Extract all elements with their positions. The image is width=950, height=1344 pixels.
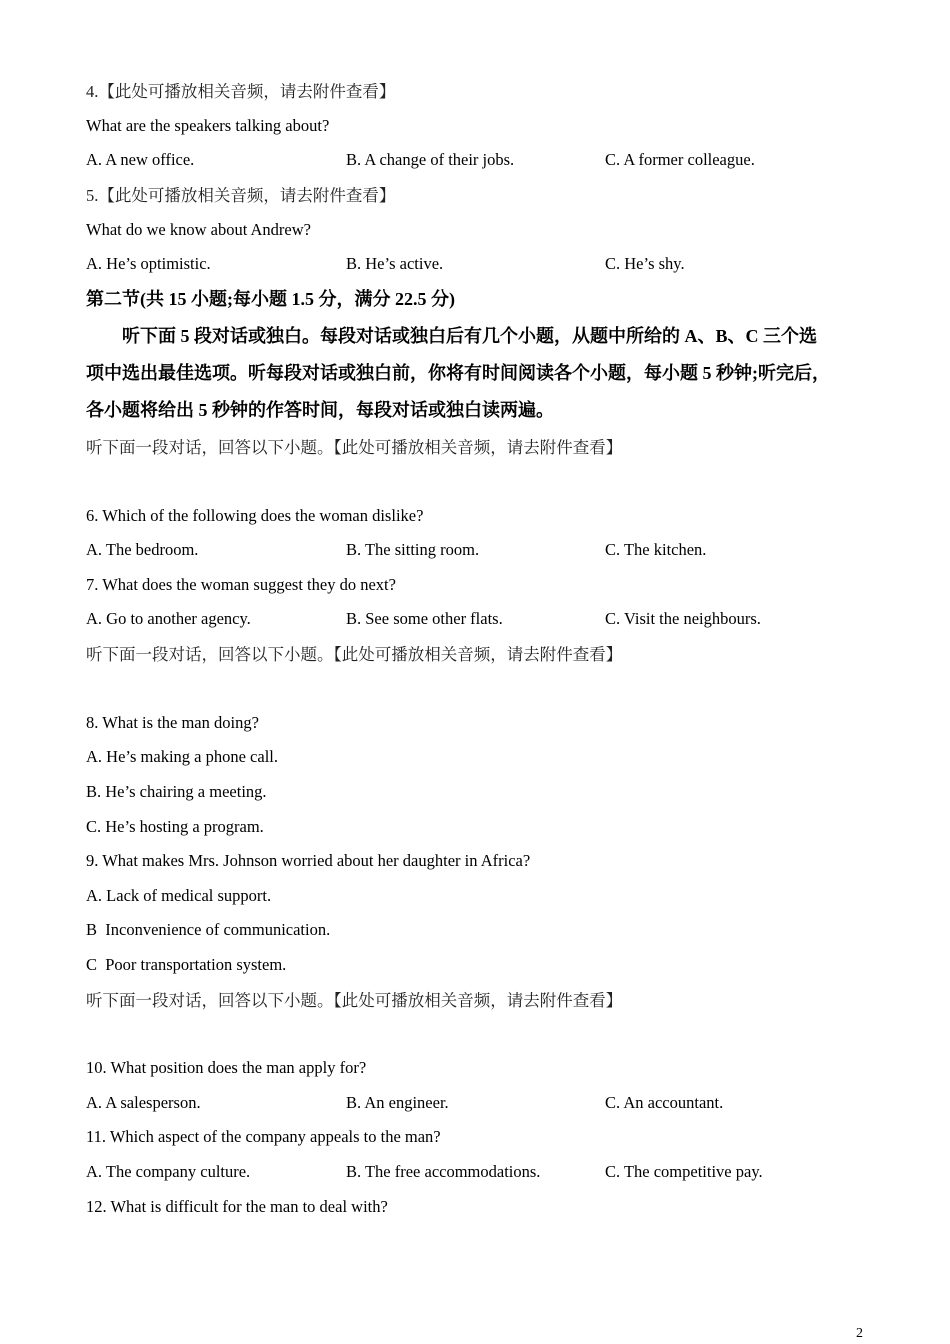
q11-question: 11. Which aspect of the company appeals to the man? [86,1127,441,1146]
q11-option-b: B. The free accommodations. [346,1162,541,1181]
section-instructions-line: 听下面 5 段对话或独白。每段对话或独白后有几个小题，从题中所给的 A、B、C 三个选 [86,326,817,346]
q10-option-b: B. An engineer. [346,1093,449,1112]
q9-option-c: C Poor transportation system. [86,955,287,974]
q10-option-c: C. An accountant. [605,1093,724,1112]
section-instructions-line: 项中选出最佳选项。听每段对话或独白前，你将有时间阅读各个小题，每小题 5 秒钟;听完后， [86,363,830,383]
q6-option-a: A. The bedroom. [86,540,199,559]
page-number: 2 [856,1326,863,1341]
q4-label: 4.【此处可播放相关音频，请去附件查看】 [86,82,396,101]
q11-option-c: C. The competitive pay. [605,1162,763,1181]
q4-question: What are the speakers talking about? [86,116,330,135]
q6-option-b: B. The sitting room. [346,540,480,559]
q4-option-a: A. A new office. [86,150,195,169]
q5-question: What do we know about Andrew? [86,220,311,239]
audio-note: 听下面一段对话，回答以下小题。【此处可播放相关音频，请去附件查看】 [86,645,623,664]
q6-option-c: C. The kitchen. [605,540,707,559]
q8-question: 8. What is the man doing? [86,713,259,732]
q7-question: 7. What does the woman suggest they do next? [86,575,396,594]
q5-option-a: A. He’s optimistic. [86,254,211,273]
q8-option-b: B. He’s chairing a meeting. [86,782,267,801]
q11-option-a: A. The company culture. [86,1162,251,1181]
q9-option-b: B Inconvenience of communication. [86,920,331,939]
q9-option-a: A. Lack of medical support. [86,886,272,905]
audio-note: 听下面一段对话，回答以下小题。【此处可播放相关音频，请去附件查看】 [86,991,623,1010]
section-title: 第二节(共 15 小题;每小题 1.5 分，满分 22.5 分) [86,289,455,309]
q8-option-a: A. He’s making a phone call. [86,747,278,766]
q7-option-a: A. Go to another agency. [86,609,251,628]
q9-question: 9. What makes Mrs. Johnson worried about her daughter in Africa? [86,851,531,870]
q7-option-c: C. Visit the neighbours. [605,609,761,628]
q10-option-a: A. A salesperson. [86,1093,201,1112]
q12-question: 12. What is difficult for the man to deal with? [86,1197,388,1216]
q5-option-c: C. He’s shy. [605,254,685,273]
q8-option-c: C. He’s hosting a program. [86,817,264,836]
q10-question: 10. What position does the man apply for? [86,1058,367,1077]
q4-option-b: B. A change of their jobs. [346,150,515,169]
audio-note: 听下面一段对话，回答以下小题。【此处可播放相关音频，请去附件查看】 [86,438,623,457]
q5-label: 5.【此处可播放相关音频，请去附件查看】 [86,186,396,205]
q7-option-b: B. See some other flats. [346,609,503,628]
q5-option-b: B. He’s active. [346,254,444,273]
q6-question: 6. Which of the following does the woman dislike? [86,506,424,525]
q4-option-c: C. A former colleague. [605,150,755,169]
section-instructions-line: 各小题将给出 5 秒钟的作答时间，每段对话或独白读两遍。 [86,400,554,420]
